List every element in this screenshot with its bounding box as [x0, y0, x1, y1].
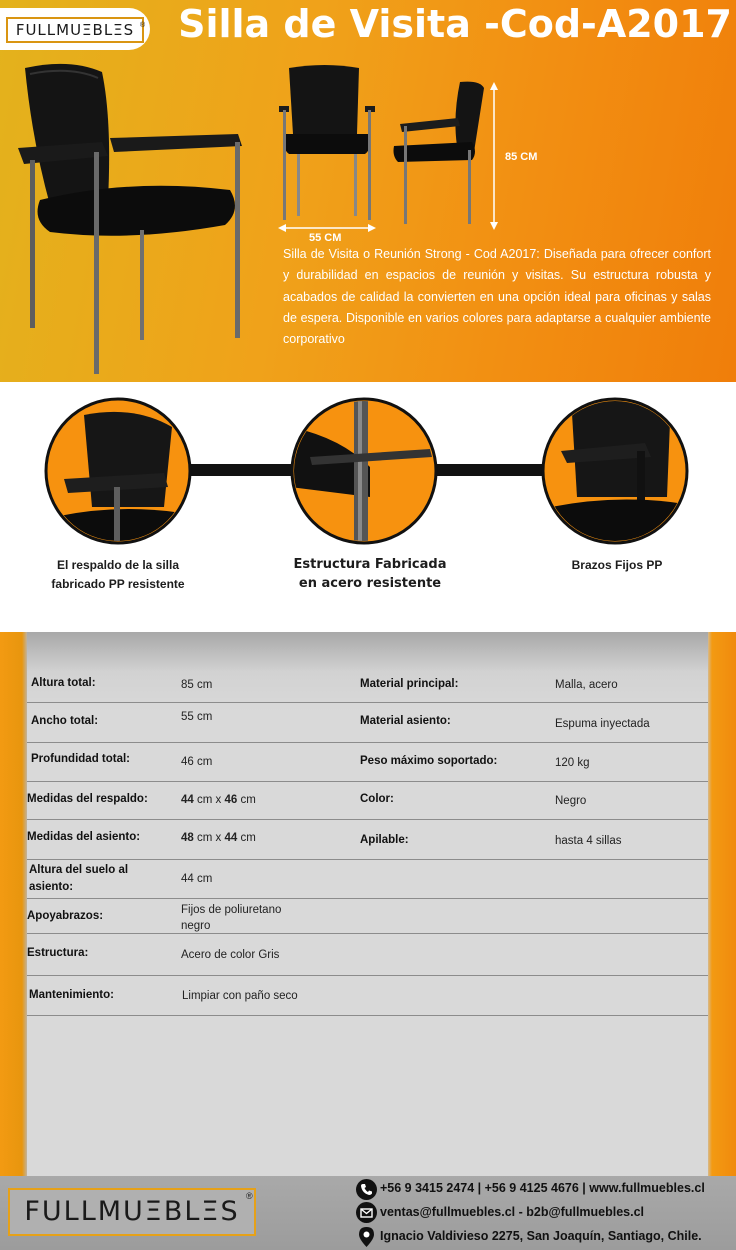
spec-value-stackable: hasta 4 sillas: [555, 835, 622, 847]
spec-value-main-material: Malla, acero: [555, 679, 618, 691]
spec-label-total-width: Ancho total:: [31, 715, 99, 727]
feature-caption-armrest: Brazos Fijos PP: [571, 558, 663, 572]
height-dimension-arrow: [488, 82, 500, 230]
spec-value-seat-material: Espuma inyectada: [555, 718, 650, 730]
phone-icon: [356, 1179, 377, 1200]
seat-unit-a: cm x: [197, 832, 222, 844]
location-pin-icon: [356, 1226, 377, 1248]
row-divider: [27, 1015, 708, 1016]
spec-label-armrests: Apoyabrazos:: [27, 910, 104, 922]
spec-label-maintenance: Mantenimiento:: [29, 989, 114, 1001]
spec-label-total-height: Altura total:: [31, 677, 96, 689]
feature-circle-armrest: [541, 397, 689, 545]
page-title: Silla de Visita -Cod-A2017: [178, 2, 732, 46]
spec-value-armrests: Fijos de poliuretano negro: [181, 904, 282, 932]
spec-label-total-depth: Profundidad total:: [31, 753, 131, 765]
row-divider: [27, 898, 708, 899]
row-divider: [27, 742, 708, 743]
brand-logo[interactable]: [0, 8, 150, 50]
spec-value-total-width: 55 cm: [181, 711, 213, 723]
row-divider: [27, 819, 708, 820]
row-divider: [27, 975, 708, 976]
spec-value-seat-height: 44 cm: [181, 873, 213, 885]
brand-logo-text: FULLMUΞBLΞS: [6, 17, 144, 43]
chair-side-view: [392, 80, 492, 228]
spec-label-seat-size: Medidas del asiento:: [27, 831, 141, 843]
feature-circle-frame: [290, 397, 438, 545]
backrest-unit-b: cm: [240, 794, 256, 806]
spec-value-color: Negro: [555, 795, 587, 807]
spec-label-color: Color:: [360, 793, 394, 805]
spec-label-seat-height: Altura del suelo al asiento:: [29, 864, 129, 893]
spec-label-structure: Estructura:: [27, 947, 89, 959]
chair-front-view: [277, 64, 377, 226]
spec-value-total-height: 85 cm: [181, 679, 213, 691]
backrest-unit-a: cm x: [197, 794, 222, 806]
feature-circle-backrest: [44, 397, 192, 545]
feature-caption-frame: Estructura Fabricada en acero resistente: [293, 557, 447, 591]
row-divider: [27, 859, 708, 860]
width-dimension-label: 55 CM: [309, 232, 342, 244]
spec-value-maintenance: Limpiar con paño seco: [182, 990, 298, 1002]
spec-value-structure: Acero de color Gris: [181, 949, 280, 961]
backrest-height-value: 46: [224, 794, 238, 806]
height-dimension-label: 85 CM: [505, 151, 538, 163]
spec-value-seat-size: [181, 830, 256, 846]
product-description: Silla de Visita o Reunión Strong - Cod A2017: Diseñada para ofrecer confort y durabilidad en espacios de reunión y visitas. Su estructura robusta y acabados de calidad la convierten en una opción ideal para oficinas y salas de espera. Disponible en varios colores para adaptarse a cualquier ambiente corporativo: [283, 247, 711, 347]
spec-label-seat-material: Material asiento:: [360, 715, 451, 727]
contact-phones[interactable]: +56 9 3415 2474 | +56 9 4125 4676 | www.fullmuebles.cl: [380, 1181, 705, 1195]
spec-value-total-depth: 46 cm: [181, 756, 213, 768]
spec-value-backrest-size: [181, 792, 256, 808]
contact-address: Ignacio Valdivieso 2275, San Joaquín, Santiago, Chile.: [380, 1229, 702, 1243]
registered-mark: ®: [140, 22, 146, 29]
footer-logo[interactable]: FULLMUΞBLΞS: [8, 1188, 256, 1236]
contact-emails[interactable]: ventas@fullmuebles.cl - b2b@fullmuebles.cl: [380, 1205, 645, 1219]
spec-label-main-material: Material principal:: [360, 678, 459, 690]
seat-unit-b: cm: [240, 832, 256, 844]
spec-label-stackable: Apilable:: [360, 834, 409, 846]
row-divider: [27, 702, 708, 703]
spec-value-max-weight: 120 kg: [555, 757, 590, 769]
hero-banner: [0, 0, 736, 382]
backrest-width-value: 44: [181, 794, 194, 806]
row-divider: [27, 933, 708, 934]
seat-depth-value: 44: [224, 832, 238, 844]
row-divider: [27, 781, 708, 782]
seat-width-value: 48: [181, 832, 194, 844]
spec-label-backrest-size: Medidas del respaldo:: [27, 793, 148, 805]
chair-main-image: [10, 60, 250, 375]
feature-caption-backrest: El respaldo de la silla fabricado PP resistente: [51, 558, 185, 591]
footer-registered-mark: ®: [246, 1191, 253, 1201]
email-icon: [356, 1202, 377, 1223]
spec-label-max-weight: Peso máximo soportado:: [360, 755, 498, 767]
